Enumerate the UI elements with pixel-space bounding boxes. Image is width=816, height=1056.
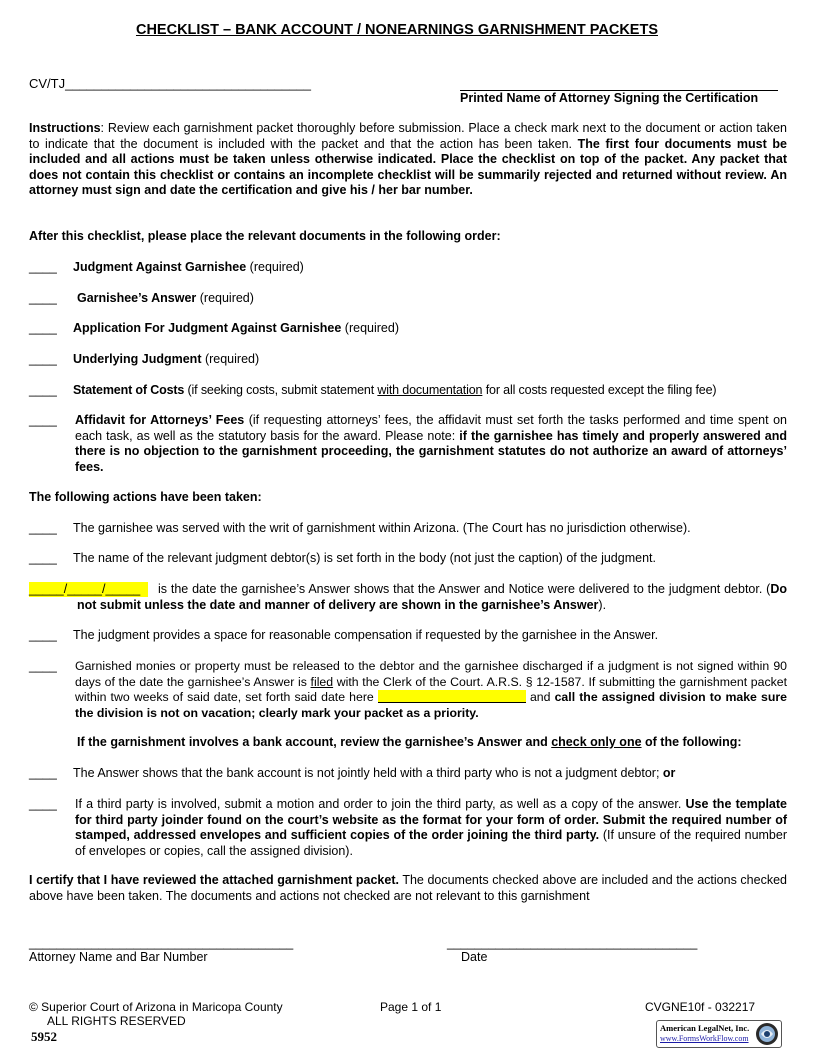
action-text: The name of the relevant judgment debtor(s) is set forth in the body (not just the caption) of the judgment. [73,551,656,565]
date-signature-line[interactable]: ____________________________________ [447,936,698,950]
action-text-bold: Do not submit unless the date and manner of delivery are shown in the garnishee’s Answer [77,582,787,612]
doc-title: Garnishee’s Answer [77,291,197,305]
doc-title: Underlying Judgment [73,352,202,366]
attorney-signature-line[interactable]: ______________________________________ [29,936,294,950]
instructions-bold-3: or contains an incomplete [213,167,378,182]
action-item-served [29,521,787,537]
doc-item-application [29,321,787,337]
date-label: Date [461,950,488,964]
action-item-debtor-name [29,551,787,567]
doc-note: (required) [196,291,254,305]
action-item-release [29,659,787,721]
footer-rights: ALL RIGHTS RESERVED [47,1014,186,1028]
case-number-field[interactable]: CV/TJ__________________________________ [29,76,311,91]
doc-note: for all costs requested except the filing fee) [482,383,717,397]
action-text: is the date the garnishee’s Answer shows that the Answer and Notice were delivered to the judgment debtor. ( [158,582,771,596]
instructions-text: : Review each garnishment packet thoroughly before submission. Place a check mark next to the document or action taken to indicate that the document is included with the packet and that the action has been taken. [29,121,787,151]
priority-date-field[interactable] [378,690,526,703]
action-text: and [525,690,555,704]
checkbox-blank[interactable]: ____ [29,521,57,535]
americanlegalnet-logo[interactable] [656,1020,782,1048]
doc-title: Application For Judgment Against Garnishee [73,321,342,335]
instructions-bold-1: The first four documents must be included and all actions must be taken unless otherwise indicated. Place the [29,136,787,166]
footer-form-code: CVGNE10f - 032217 [645,1000,756,1014]
doc-item-attorney-fees [29,413,787,475]
logo-url-link[interactable]: www.FormsWorkFlow.com [660,1034,749,1043]
answer-date-field[interactable]: _____/_____/_____ [29,582,148,597]
checkbox-blank[interactable]: ____ [29,383,57,397]
actions-heading: The following actions have been taken: [29,490,262,504]
checkbox-blank[interactable]: ____ [29,659,57,673]
bank-heading-text: of the following: [641,735,742,749]
checkbox-blank[interactable]: ____ [29,352,57,366]
bank-heading-underlined: check only one [551,735,642,749]
doc-note: (if seeking costs, submit statement [184,383,378,397]
doc-title: Judgment Against Garnishee [73,260,247,274]
printed-name-label: Printed Name of Attorney Signing the Certification [460,91,759,105]
bank-option-bold: Use the template for third party joinder found on the court’s website as the format for your form of order. Submit the required number of stamped, addressed envelopes and sufficient copies of the order joining the third party. [75,797,787,842]
instructions-paragraph [29,121,787,199]
instructions-bold-4: will be summarily rejected and returned without review. An attorney must sign and date the certification and give his / her bar number. [29,167,787,197]
action-text: The garnishee was served with the writ of garnishment within Arizona. (The Court has no jurisdiction otherwise). [73,521,691,535]
bank-option-third-party [29,797,787,859]
action-text: The judgment provides a space for reasonable compensation if requested by the garnishee in the Answer. [73,628,659,642]
globe-icon [755,1022,779,1046]
doc-item-garnishee-answer [29,291,787,307]
doc-item-judgment-against-garnishee [29,260,787,276]
checkbox-blank[interactable]: ____ [29,413,57,427]
doc-note: (if requesting attorneys’ fees, the affidavit must set forth the tasks performed and time spent on each task, as well as the statutory basis for the award. Please note: [75,413,787,443]
instructions-checklist-1: checklist [501,152,556,166]
bank-heading [29,735,787,751]
bank-option-text: If a third party is involved, submit a motion and order to join the third party, as well as a copy of the answer. [75,797,686,811]
checkbox-blank[interactable]: ____ [29,551,57,565]
checkbox-blank[interactable]: ____ [29,628,57,642]
footer-page-number: Page 1 of 1 [380,1000,442,1014]
order-heading: After this checklist, please place the relevant documents in the following order: [29,229,501,243]
instructions-checklist-3: checklist [377,167,432,182]
bank-option-or: or [662,766,676,780]
doc-title: Affidavit for Attorneys’ Fees [75,413,245,427]
doc-note: (required) [341,321,399,335]
bank-option-text: (If unsure of the required number of envelopes or copies, call the assigned division). [75,828,787,858]
footer-copyright: © Superior Court of Arizona in Maricopa County [29,1000,283,1014]
certification-text: The documents checked above are included and the actions checked above have been taken. The documents and actions not checked are not relevant to this garnishment [29,873,787,903]
action-text: ). [598,597,607,612]
bank-option-not-joint [29,766,787,782]
doc-title: Statement of Costs [73,383,185,397]
checkbox-blank[interactable]: ____ [29,260,57,274]
doc-note: (required) [201,352,260,366]
doc-note-bold: if the garnishee has timely and properly answered and there is no objection to the garnishment proceeding, the garnishment statutes do not authorize an award of attorneys’ fees. [75,428,787,474]
certification-bold: I certify that I have reviewed the attached garnishment packet. [29,873,399,887]
page-title: CHECKLIST – BANK ACCOUNT / NONEARNINGS GARNISHMENT PACKETS [135,22,658,38]
doc-note-underlined: with documentation [377,383,483,397]
doc-item-underlying-judgment [29,352,787,368]
checkbox-blank[interactable]: ____ [29,291,57,305]
instructions-checklist-2: checklist [159,167,214,182]
action-text: Garnished monies or property must be released to the debtor and the garnishee discharged if a judgment is not signed within 90 days of the date the garnishee’s Answer is [75,659,787,689]
action-item-compensation [29,628,787,644]
instructions-bold-2: on top of the packet. Any packet that does not contain this [29,152,787,182]
bank-option-text: The Answer shows that the bank account is not jointly held with a third party who is not a judgment debtor; [73,766,663,780]
checkbox-blank[interactable]: ____ [29,321,57,335]
doc-item-statement-of-costs [29,383,787,399]
form-number: 5952 [31,1029,57,1044]
checkbox-blank[interactable]: ____ [29,797,57,811]
attorney-name-bar-label: Attorney Name and Bar Number [29,950,208,964]
doc-note: (required) [246,260,304,274]
logo-company-name: American LegalNet, Inc. [660,1023,750,1033]
certification-paragraph [29,873,787,904]
action-item-answer-date [29,582,787,614]
checkbox-blank[interactable]: ____ [29,766,57,780]
action-text: with the Clerk of the Court. A.R.S. § 12-1587. If submitting the garnishment packet within two weeks of said date, set forth said date here [75,674,788,704]
action-text-bold: call the assigned division to make sure the division is not on vacation; clearly mark your packet as a priority. [75,690,787,720]
bank-heading-text: If the garnishment involves a bank account, review the garnishee’s Answer and [77,735,552,749]
instructions-label: Instructions [29,121,101,135]
action-text-underlined: filed [310,674,334,689]
